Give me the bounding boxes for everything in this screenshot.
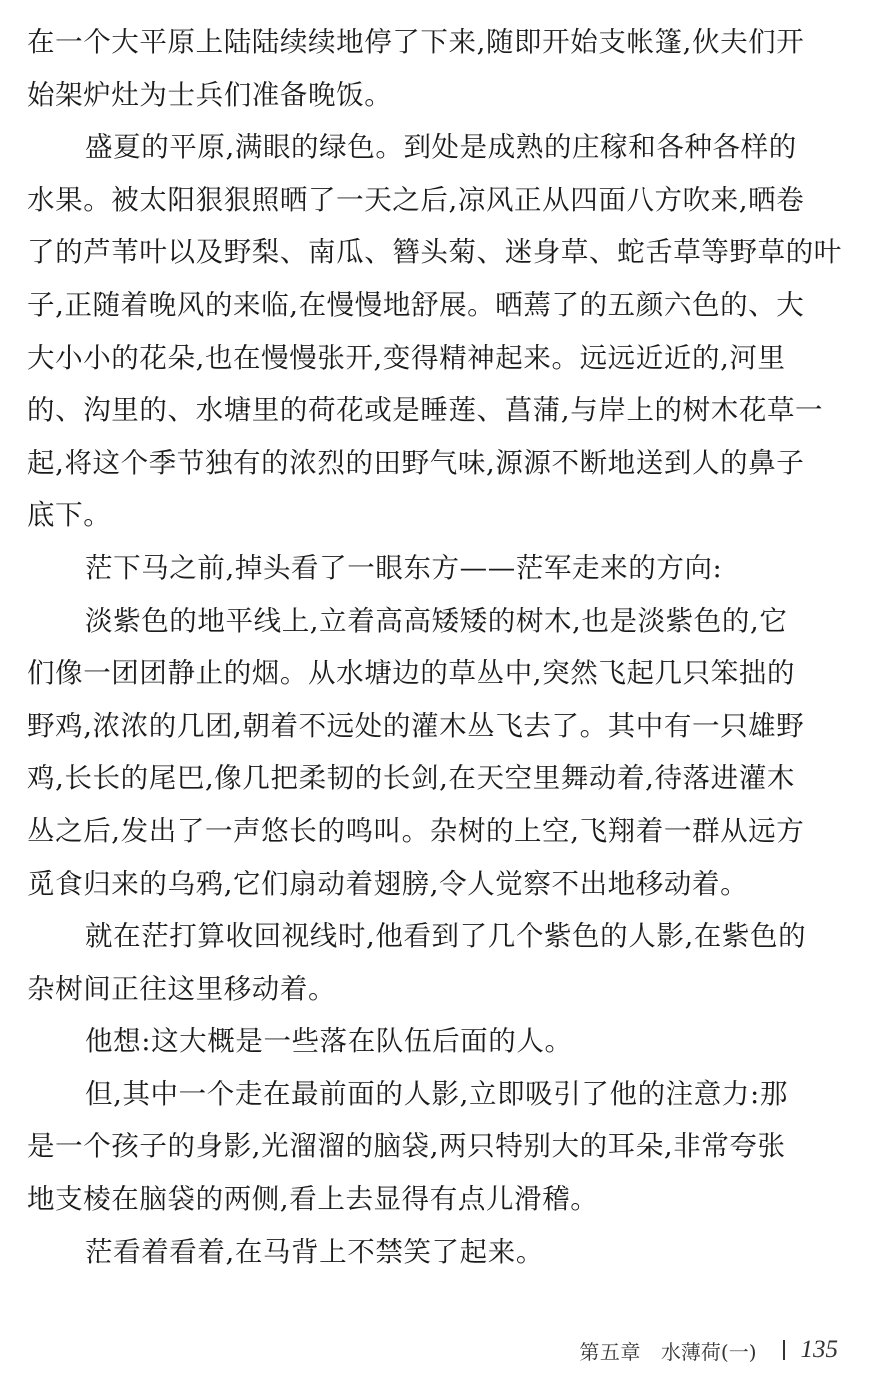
paragraph-start-line: 茫下马之前,掉头看了一眼东方——茫军走来的方向:	[85, 551, 723, 584]
text-line: 鸡,长长的尾巴,像几把柔韧的长剑,在天空里舞动着,待落进灌木	[27, 762, 795, 795]
text-line: 的、沟里的、水塘里的荷花或是睡莲、菖蒲,与岸上的树木花草一	[27, 394, 824, 427]
paragraph-start-line: 茫看着看着,在马背上不禁笑了起来。	[85, 1235, 544, 1268]
chapter-title: 水薄荷(一)	[660, 1339, 757, 1364]
text-line: 丛之后,发出了一声悠长的鸣叫。杂树的上空,飞翔着一群从远方	[27, 814, 805, 847]
text-line: 起,将这个季节独有的浓烈的田野气味,源源不断地送到人的鼻子	[27, 446, 805, 479]
text-line: 野鸡,浓浓的几团,朝着不远处的灌木丛飞去了。其中有一只雄野	[27, 709, 805, 742]
text-line: 底下。	[27, 499, 112, 532]
page-number: 135	[800, 1336, 838, 1363]
text-line: 了的芦苇叶以及野梨、南瓜、簪头菊、迷身草、蛇舌草等野草的叶	[27, 236, 842, 269]
paragraph-start-line: 盛夏的平原,满眼的绿色。到处是成熟的庄稼和各种各样的	[85, 131, 797, 164]
paragraph-start-line: 但,其中一个走在最前面的人影,立即吸引了他的注意力:那	[85, 1077, 788, 1110]
text-line: 是一个孩子的身影,光溜溜的脑袋,两只特别大的耳朵,非常夸张	[27, 1130, 786, 1163]
page-footer	[579, 1330, 838, 1370]
chapter-label: 第五章	[579, 1339, 641, 1364]
footer-divider	[783, 1340, 785, 1360]
text-line: 水果。被太阳狠狠照晒了一天之后,凉风正从四面八方吹来,晒卷	[27, 183, 805, 216]
text-line: 地支棱在脑袋的两侧,看上去显得有点儿滑稽。	[27, 1183, 599, 1216]
text-line: 在一个大平原上陆陆续续地停了下来,随即开始支帐篷,伙夫们开	[27, 26, 805, 58]
paragraph-start-line: 淡紫色的地平线上,立着高高矮矮的树木,也是淡紫色的,它	[85, 604, 788, 637]
text-line: 子,正随着晚风的来临,在慢慢地舒展。晒蔫了的五颜六色的、大	[27, 288, 805, 321]
text-line: 杂树间正往这里移动着。	[27, 972, 337, 1005]
text-line: 们像一团团静止的烟。从水塘边的草丛中,突然飞起几只笨拙的	[27, 657, 796, 690]
text-line: 觅食归来的乌鸦,它们扇动着翅膀,令人觉察不出地移动着。	[27, 867, 749, 900]
page-body	[27, 16, 843, 1278]
paragraph-start-line: 就在茫打算收回视线时,他看到了几个紫色的人影,在紫色的	[85, 920, 807, 953]
paragraph-start-line: 他想:这大概是一些落在队伍后面的人。	[85, 1025, 573, 1058]
text-line: 大小小的花朵,也在慢慢张开,变得精神起来。远远近近的,河里	[27, 341, 786, 374]
text-line: 始架炉灶为士兵们准备晚饭。	[27, 78, 393, 111]
